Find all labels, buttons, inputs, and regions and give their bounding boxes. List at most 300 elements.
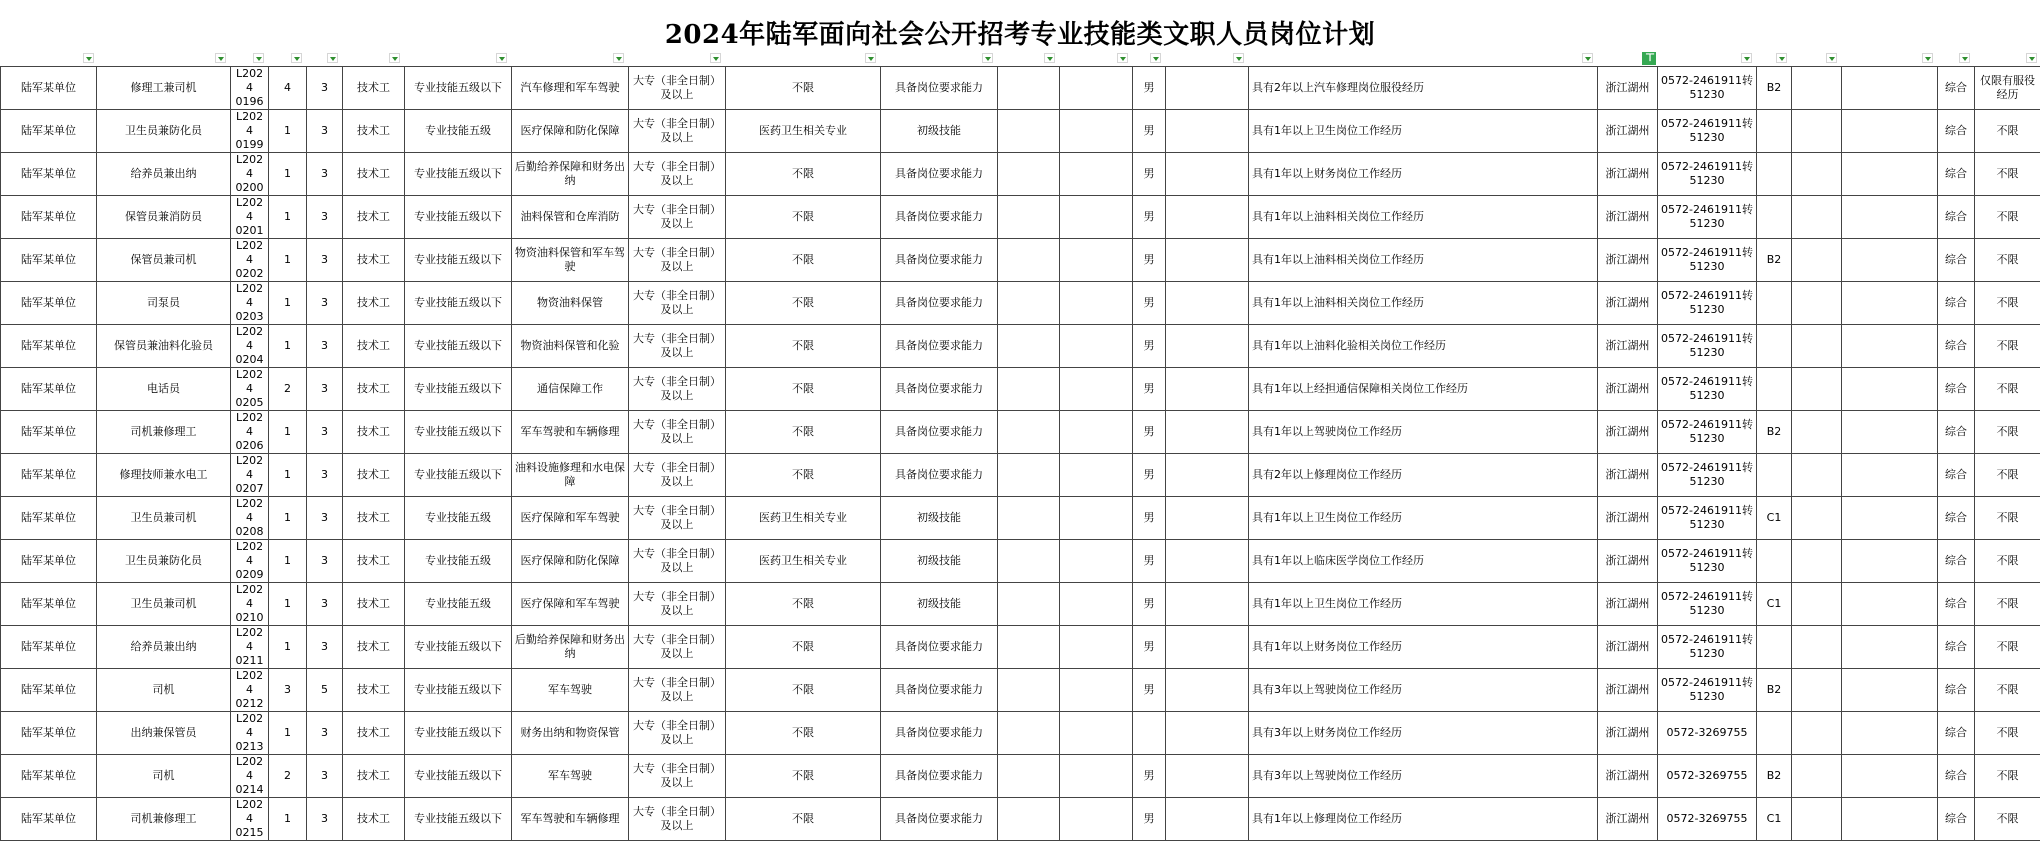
table-cell[interactable] bbox=[1166, 282, 1249, 325]
table-cell[interactable]: 不限 bbox=[726, 583, 881, 626]
table-cell[interactable]: 大专（非全日制）及以上 bbox=[629, 798, 726, 841]
table-cell[interactable]: 油料设施修理和水电保障 bbox=[512, 454, 629, 497]
table-cell[interactable]: C1 bbox=[1757, 583, 1792, 626]
table-cell[interactable] bbox=[1060, 669, 1133, 712]
table-cell[interactable]: 专业技能五级以下 bbox=[405, 411, 512, 454]
table-cell[interactable]: 浙江湖州 bbox=[1598, 196, 1658, 239]
table-cell[interactable]: B2 bbox=[1757, 67, 1792, 110]
table-cell[interactable]: 不限 bbox=[1975, 411, 2040, 454]
table-cell[interactable]: 技术工 bbox=[343, 110, 405, 153]
table-cell[interactable]: 男 bbox=[1133, 583, 1166, 626]
table-cell[interactable]: 不限 bbox=[726, 67, 881, 110]
table-cell[interactable]: 医疗保障和军车驾驶 bbox=[512, 497, 629, 540]
table-cell[interactable]: 3 bbox=[307, 712, 343, 755]
table-cell[interactable] bbox=[998, 540, 1060, 583]
table-cell[interactable]: 3 bbox=[307, 282, 343, 325]
table-cell[interactable] bbox=[998, 196, 1060, 239]
table-cell[interactable]: 1 bbox=[269, 411, 307, 454]
table-cell[interactable]: 1 bbox=[269, 110, 307, 153]
table-cell[interactable]: 陆军某单位 bbox=[1, 497, 97, 540]
table-cell[interactable]: 不限 bbox=[1975, 755, 2040, 798]
table-cell[interactable] bbox=[998, 153, 1060, 196]
table-cell[interactable]: 不限 bbox=[726, 325, 881, 368]
table-cell[interactable] bbox=[1842, 368, 1938, 411]
table-cell[interactable]: 0572-2461911转51230 bbox=[1658, 411, 1757, 454]
table-cell[interactable]: 陆军某单位 bbox=[1, 110, 97, 153]
table-cell[interactable]: 大专（非全日制）及以上 bbox=[629, 153, 726, 196]
table-cell[interactable]: 浙江湖州 bbox=[1598, 368, 1658, 411]
table-cell[interactable]: 专业技能五级以下 bbox=[405, 454, 512, 497]
table-cell[interactable]: 大专（非全日制）及以上 bbox=[629, 626, 726, 669]
table-cell[interactable]: 1 bbox=[269, 153, 307, 196]
table-cell[interactable]: 3 bbox=[307, 583, 343, 626]
table-cell[interactable] bbox=[1842, 798, 1938, 841]
table-cell[interactable]: 不限 bbox=[726, 368, 881, 411]
table-cell[interactable]: 1 bbox=[269, 454, 307, 497]
table-cell[interactable]: 具备岗位要求能力 bbox=[881, 454, 998, 497]
table-cell[interactable]: 男 bbox=[1133, 497, 1166, 540]
table-cell[interactable]: 0572-2461911转51230 bbox=[1658, 67, 1757, 110]
table-cell[interactable]: L2024 0207 bbox=[231, 454, 269, 497]
table-cell[interactable]: B2 bbox=[1757, 669, 1792, 712]
table-cell[interactable]: 技术工 bbox=[343, 196, 405, 239]
table-cell[interactable]: 男 bbox=[1133, 153, 1166, 196]
table-cell[interactable] bbox=[1166, 67, 1249, 110]
table-cell[interactable]: 浙江湖州 bbox=[1598, 712, 1658, 755]
table-cell[interactable]: 浙江湖州 bbox=[1598, 583, 1658, 626]
table-cell[interactable] bbox=[1842, 540, 1938, 583]
table-cell[interactable]: 浙江湖州 bbox=[1598, 239, 1658, 282]
table-cell[interactable] bbox=[998, 755, 1060, 798]
table-cell[interactable] bbox=[1060, 411, 1133, 454]
table-cell[interactable]: 物资油料保管 bbox=[512, 282, 629, 325]
table-cell[interactable]: 大专（非全日制）及以上 bbox=[629, 712, 726, 755]
table-cell[interactable]: 陆军某单位 bbox=[1, 712, 97, 755]
table-cell[interactable]: 司泵员 bbox=[97, 282, 231, 325]
table-cell[interactable] bbox=[1166, 669, 1249, 712]
table-cell[interactable] bbox=[1166, 239, 1249, 282]
table-cell[interactable]: 3 bbox=[307, 325, 343, 368]
table-cell[interactable]: L2024 0205 bbox=[231, 368, 269, 411]
table-cell[interactable]: 技术工 bbox=[343, 626, 405, 669]
table-cell[interactable]: 具有1年以上经担通信保障相关岗位工作经历 bbox=[1249, 368, 1598, 411]
table-cell[interactable] bbox=[1166, 368, 1249, 411]
table-cell[interactable]: 不限 bbox=[726, 153, 881, 196]
table-cell[interactable] bbox=[1166, 325, 1249, 368]
table-cell[interactable] bbox=[1757, 110, 1792, 153]
table-cell[interactable]: 综合 bbox=[1938, 798, 1975, 841]
table-cell[interactable]: 大专（非全日制）及以上 bbox=[629, 454, 726, 497]
table-cell[interactable] bbox=[1792, 583, 1842, 626]
filter-dropdown-icon[interactable] bbox=[1826, 53, 1837, 63]
table-cell[interactable]: 物资油料保管和军车驾驶 bbox=[512, 239, 629, 282]
table-cell[interactable]: 具有1年以上卫生岗位工作经历 bbox=[1249, 583, 1598, 626]
table-cell[interactable]: 陆军某单位 bbox=[1, 411, 97, 454]
table-cell[interactable]: 医药卫生相关专业 bbox=[726, 497, 881, 540]
table-cell[interactable]: 综合 bbox=[1938, 153, 1975, 196]
table-cell[interactable]: 大专（非全日制）及以上 bbox=[629, 669, 726, 712]
table-cell[interactable] bbox=[1757, 153, 1792, 196]
table-cell[interactable]: 3 bbox=[269, 669, 307, 712]
table-cell[interactable]: 综合 bbox=[1938, 67, 1975, 110]
table-cell[interactable] bbox=[1792, 798, 1842, 841]
table-cell[interactable]: 综合 bbox=[1938, 282, 1975, 325]
table-cell[interactable]: 具有2年以上汽车修理岗位服役经历 bbox=[1249, 67, 1598, 110]
table-cell[interactable] bbox=[1166, 196, 1249, 239]
filter-dropdown-icon[interactable] bbox=[327, 53, 338, 63]
table-cell[interactable] bbox=[1166, 411, 1249, 454]
filter-dropdown-icon[interactable] bbox=[253, 53, 264, 63]
table-cell[interactable]: 初级技能 bbox=[881, 497, 998, 540]
table-cell[interactable]: 具有3年以上财务岗位工作经历 bbox=[1249, 712, 1598, 755]
table-cell[interactable]: 不限 bbox=[726, 454, 881, 497]
table-cell[interactable]: 技术工 bbox=[343, 282, 405, 325]
table-cell[interactable]: 陆军某单位 bbox=[1, 67, 97, 110]
table-cell[interactable]: L2024 0202 bbox=[231, 239, 269, 282]
table-cell[interactable] bbox=[998, 368, 1060, 411]
table-cell[interactable]: 后勤给养保障和财务出纳 bbox=[512, 626, 629, 669]
table-cell[interactable]: 专业技能五级 bbox=[405, 497, 512, 540]
table-cell[interactable]: 男 bbox=[1133, 325, 1166, 368]
table-cell[interactable]: 技术工 bbox=[343, 540, 405, 583]
table-cell[interactable] bbox=[1792, 282, 1842, 325]
table-cell[interactable]: 不限 bbox=[726, 755, 881, 798]
table-cell[interactable] bbox=[998, 669, 1060, 712]
table-cell[interactable]: 后勤给养保障和财务出纳 bbox=[512, 153, 629, 196]
table-cell[interactable] bbox=[1792, 626, 1842, 669]
table-cell[interactable]: 0572-3269755 bbox=[1658, 755, 1757, 798]
table-cell[interactable]: 具备岗位要求能力 bbox=[881, 196, 998, 239]
table-cell[interactable] bbox=[1060, 583, 1133, 626]
table-cell[interactable]: L2024 0208 bbox=[231, 497, 269, 540]
table-cell[interactable]: 1 bbox=[269, 325, 307, 368]
table-cell[interactable]: 1 bbox=[269, 196, 307, 239]
table-cell[interactable] bbox=[1842, 239, 1938, 282]
table-cell[interactable]: 技术工 bbox=[343, 497, 405, 540]
table-cell[interactable]: 具备岗位要求能力 bbox=[881, 669, 998, 712]
table-cell[interactable]: 综合 bbox=[1938, 110, 1975, 153]
table-cell[interactable]: 具有1年以上卫生岗位工作经历 bbox=[1249, 497, 1598, 540]
table-cell[interactable]: 技术工 bbox=[343, 325, 405, 368]
table-cell[interactable]: 通信保障工作 bbox=[512, 368, 629, 411]
table-cell[interactable]: 0572-2461911转51230 bbox=[1658, 196, 1757, 239]
filter-dropdown-icon[interactable] bbox=[496, 53, 507, 63]
table-cell[interactable]: 0572-2461911转51230 bbox=[1658, 110, 1757, 153]
table-cell[interactable]: 大专（非全日制）及以上 bbox=[629, 282, 726, 325]
table-cell[interactable]: 不限 bbox=[726, 669, 881, 712]
table-cell[interactable]: 财务出纳和物资保管 bbox=[512, 712, 629, 755]
table-cell[interactable]: 2 bbox=[269, 368, 307, 411]
table-cell[interactable]: 具备岗位要求能力 bbox=[881, 626, 998, 669]
table-cell[interactable]: B2 bbox=[1757, 239, 1792, 282]
filter-dropdown-icon[interactable] bbox=[865, 53, 876, 63]
table-cell[interactable]: L2024 0210 bbox=[231, 583, 269, 626]
table-cell[interactable]: 1 bbox=[269, 626, 307, 669]
table-cell[interactable]: L2024 0204 bbox=[231, 325, 269, 368]
table-cell[interactable]: 具有1年以上临床医学岗位工作经历 bbox=[1249, 540, 1598, 583]
table-cell[interactable]: 专业技能五级以下 bbox=[405, 669, 512, 712]
table-cell[interactable]: L2024 0214 bbox=[231, 755, 269, 798]
table-cell[interactable]: 不限 bbox=[1975, 153, 2040, 196]
table-cell[interactable]: 不限 bbox=[1975, 282, 2040, 325]
table-cell[interactable] bbox=[1792, 196, 1842, 239]
table-cell[interactable] bbox=[998, 583, 1060, 626]
table-cell[interactable]: 技术工 bbox=[343, 153, 405, 196]
table-cell[interactable] bbox=[1792, 239, 1842, 282]
table-cell[interactable]: 男 bbox=[1133, 110, 1166, 153]
table-cell[interactable] bbox=[998, 712, 1060, 755]
table-cell[interactable] bbox=[1757, 454, 1792, 497]
table-cell[interactable]: 不限 bbox=[1975, 583, 2040, 626]
table-cell[interactable]: 浙江湖州 bbox=[1598, 454, 1658, 497]
table-cell[interactable]: 大专（非全日制）及以上 bbox=[629, 325, 726, 368]
table-cell[interactable] bbox=[1842, 325, 1938, 368]
table-cell[interactable]: 不限 bbox=[1975, 196, 2040, 239]
table-cell[interactable]: 综合 bbox=[1938, 454, 1975, 497]
table-cell[interactable]: 修理工兼司机 bbox=[97, 67, 231, 110]
table-cell[interactable]: 专业技能五级以下 bbox=[405, 325, 512, 368]
table-cell[interactable] bbox=[1757, 196, 1792, 239]
table-cell[interactable]: 不限 bbox=[1975, 110, 2040, 153]
table-cell[interactable]: 军车驾驶和车辆修理 bbox=[512, 798, 629, 841]
table-cell[interactable]: 男 bbox=[1133, 798, 1166, 841]
table-cell[interactable]: 技术工 bbox=[343, 755, 405, 798]
table-cell[interactable]: 物资油料保管和化验 bbox=[512, 325, 629, 368]
table-cell[interactable]: 保管员兼油料化验员 bbox=[97, 325, 231, 368]
filter-dropdown-icon[interactable] bbox=[83, 53, 94, 63]
table-cell[interactable]: 男 bbox=[1133, 239, 1166, 282]
table-cell[interactable] bbox=[1757, 626, 1792, 669]
table-cell[interactable] bbox=[1060, 67, 1133, 110]
table-cell[interactable]: 油料保管和仓库消防 bbox=[512, 196, 629, 239]
table-cell[interactable] bbox=[1060, 239, 1133, 282]
table-cell[interactable]: 具备岗位要求能力 bbox=[881, 755, 998, 798]
table-cell[interactable]: 1 bbox=[269, 798, 307, 841]
table-cell[interactable]: 具备岗位要求能力 bbox=[881, 798, 998, 841]
table-cell[interactable]: L2024 0201 bbox=[231, 196, 269, 239]
filter-dropdown-icon[interactable] bbox=[1117, 53, 1128, 63]
table-cell[interactable]: 具有1年以上油料相关岗位工作经历 bbox=[1249, 282, 1598, 325]
table-cell[interactable] bbox=[1842, 282, 1938, 325]
table-cell[interactable] bbox=[1166, 540, 1249, 583]
table-cell[interactable]: 具备岗位要求能力 bbox=[881, 411, 998, 454]
filter-dropdown-icon[interactable] bbox=[291, 53, 302, 63]
table-cell[interactable]: 军车驾驶 bbox=[512, 669, 629, 712]
table-cell[interactable] bbox=[998, 239, 1060, 282]
table-cell[interactable] bbox=[1842, 454, 1938, 497]
table-cell[interactable]: 0572-2461911转51230 bbox=[1658, 153, 1757, 196]
filter-dropdown-icon[interactable] bbox=[1922, 53, 1933, 63]
table-cell[interactable]: 具备岗位要求能力 bbox=[881, 325, 998, 368]
table-cell[interactable]: 不限 bbox=[1975, 454, 2040, 497]
table-cell[interactable]: 陆军某单位 bbox=[1, 239, 97, 282]
table-cell[interactable]: 陆军某单位 bbox=[1, 626, 97, 669]
filter-dropdown-icon[interactable] bbox=[982, 53, 993, 63]
table-cell[interactable] bbox=[1060, 282, 1133, 325]
table-cell[interactable]: 技术工 bbox=[343, 411, 405, 454]
table-cell[interactable]: 3 bbox=[307, 196, 343, 239]
table-cell[interactable] bbox=[1792, 454, 1842, 497]
table-cell[interactable] bbox=[1757, 282, 1792, 325]
table-cell[interactable]: 专业技能五级以下 bbox=[405, 282, 512, 325]
table-cell[interactable]: L2024 0206 bbox=[231, 411, 269, 454]
table-cell[interactable]: C1 bbox=[1757, 798, 1792, 841]
table-cell[interactable]: L2024 0211 bbox=[231, 626, 269, 669]
table-cell[interactable]: 3 bbox=[307, 110, 343, 153]
table-cell[interactable]: 具有1年以上财务岗位工作经历 bbox=[1249, 626, 1598, 669]
table-cell[interactable]: 3 bbox=[307, 540, 343, 583]
table-cell[interactable]: 具备岗位要求能力 bbox=[881, 239, 998, 282]
table-cell[interactable]: 陆军某单位 bbox=[1, 368, 97, 411]
table-cell[interactable] bbox=[1166, 497, 1249, 540]
table-cell[interactable] bbox=[1842, 196, 1938, 239]
table-cell[interactable]: 专业技能五级以下 bbox=[405, 239, 512, 282]
table-cell[interactable] bbox=[1842, 755, 1938, 798]
table-cell[interactable]: 1 bbox=[269, 497, 307, 540]
table-cell[interactable] bbox=[1060, 755, 1133, 798]
table-cell[interactable] bbox=[998, 411, 1060, 454]
filter-dropdown-icon[interactable] bbox=[613, 53, 624, 63]
table-cell[interactable]: 具有1年以上油料相关岗位工作经历 bbox=[1249, 196, 1598, 239]
table-cell[interactable]: 技术工 bbox=[343, 712, 405, 755]
table-cell[interactable] bbox=[1757, 368, 1792, 411]
table-cell[interactable]: 男 bbox=[1133, 411, 1166, 454]
table-cell[interactable] bbox=[1133, 712, 1166, 755]
table-cell[interactable]: 专业技能五级 bbox=[405, 583, 512, 626]
table-cell[interactable]: 司机 bbox=[97, 669, 231, 712]
table-cell[interactable]: L2024 0215 bbox=[231, 798, 269, 841]
table-cell[interactable]: 初级技能 bbox=[881, 540, 998, 583]
table-cell[interactable]: 具有1年以上财务岗位工作经历 bbox=[1249, 153, 1598, 196]
table-cell[interactable]: 具有2年以上修理岗位工作经历 bbox=[1249, 454, 1598, 497]
table-cell[interactable]: 医疗保障和防化保障 bbox=[512, 540, 629, 583]
table-cell[interactable]: 专业技能五级以下 bbox=[405, 712, 512, 755]
table-cell[interactable]: 专业技能五级以下 bbox=[405, 798, 512, 841]
table-cell[interactable] bbox=[1842, 497, 1938, 540]
table-cell[interactable]: 卫生员兼防化员 bbox=[97, 540, 231, 583]
table-cell[interactable] bbox=[1060, 626, 1133, 669]
table-cell[interactable]: 0572-2461911转51230 bbox=[1658, 540, 1757, 583]
table-cell[interactable]: 具有3年以上驾驶岗位工作经历 bbox=[1249, 669, 1598, 712]
table-cell[interactable] bbox=[1792, 110, 1842, 153]
table-cell[interactable]: 专业技能五级以下 bbox=[405, 67, 512, 110]
table-cell[interactable]: 给养员兼出纳 bbox=[97, 626, 231, 669]
table-cell[interactable]: 综合 bbox=[1938, 325, 1975, 368]
table-cell[interactable]: 5 bbox=[307, 669, 343, 712]
table-cell[interactable]: 男 bbox=[1133, 755, 1166, 798]
table-cell[interactable]: 3 bbox=[307, 755, 343, 798]
filter-dropdown-icon[interactable] bbox=[215, 53, 226, 63]
table-cell[interactable]: 男 bbox=[1133, 669, 1166, 712]
table-cell[interactable]: 陆军某单位 bbox=[1, 583, 97, 626]
table-cell[interactable]: 电话员 bbox=[97, 368, 231, 411]
table-cell[interactable]: 综合 bbox=[1938, 540, 1975, 583]
table-cell[interactable] bbox=[998, 626, 1060, 669]
table-cell[interactable]: 不限 bbox=[1975, 497, 2040, 540]
table-cell[interactable]: 浙江湖州 bbox=[1598, 67, 1658, 110]
table-cell[interactable] bbox=[998, 454, 1060, 497]
filter-dropdown-icon[interactable] bbox=[1150, 53, 1161, 63]
table-cell[interactable]: 浙江湖州 bbox=[1598, 411, 1658, 454]
table-cell[interactable] bbox=[1060, 454, 1133, 497]
table-cell[interactable]: 综合 bbox=[1938, 497, 1975, 540]
filter-dropdown-icon[interactable] bbox=[1741, 53, 1752, 63]
table-cell[interactable]: 具备岗位要求能力 bbox=[881, 368, 998, 411]
table-cell[interactable]: 司机 bbox=[97, 755, 231, 798]
table-cell[interactable]: 3 bbox=[307, 411, 343, 454]
table-cell[interactable]: L2024 0196 bbox=[231, 67, 269, 110]
table-cell[interactable]: 1 bbox=[269, 712, 307, 755]
table-cell[interactable]: 具备岗位要求能力 bbox=[881, 67, 998, 110]
table-cell[interactable] bbox=[1757, 712, 1792, 755]
table-cell[interactable]: 大专（非全日制）及以上 bbox=[629, 67, 726, 110]
table-cell[interactable]: 不限 bbox=[726, 411, 881, 454]
table-cell[interactable]: 1 bbox=[269, 540, 307, 583]
table-cell[interactable]: 男 bbox=[1133, 67, 1166, 110]
table-cell[interactable]: 陆军某单位 bbox=[1, 755, 97, 798]
table-cell[interactable]: 技术工 bbox=[343, 239, 405, 282]
table-cell[interactable] bbox=[1842, 626, 1938, 669]
table-cell[interactable]: 1 bbox=[269, 239, 307, 282]
table-cell[interactable]: 陆军某单位 bbox=[1, 798, 97, 841]
table-cell[interactable]: C1 bbox=[1757, 497, 1792, 540]
table-cell[interactable]: 男 bbox=[1133, 540, 1166, 583]
table-cell[interactable]: 3 bbox=[307, 368, 343, 411]
table-cell[interactable]: 3 bbox=[307, 497, 343, 540]
table-cell[interactable]: 浙江湖州 bbox=[1598, 282, 1658, 325]
table-cell[interactable]: 0572-3269755 bbox=[1658, 712, 1757, 755]
table-cell[interactable] bbox=[1842, 712, 1938, 755]
table-cell[interactable]: 不限 bbox=[726, 239, 881, 282]
table-cell[interactable] bbox=[1792, 755, 1842, 798]
table-cell[interactable] bbox=[1060, 540, 1133, 583]
table-cell[interactable]: 技术工 bbox=[343, 669, 405, 712]
table-cell[interactable] bbox=[1060, 798, 1133, 841]
table-cell[interactable]: 综合 bbox=[1938, 239, 1975, 282]
table-cell[interactable] bbox=[1792, 712, 1842, 755]
table-cell[interactable]: 具有1年以上卫生岗位工作经历 bbox=[1249, 110, 1598, 153]
table-cell[interactable]: 司机兼修理工 bbox=[97, 798, 231, 841]
table-cell[interactable]: 军车驾驶和车辆修理 bbox=[512, 411, 629, 454]
table-cell[interactable]: 3 bbox=[307, 239, 343, 282]
table-cell[interactable]: 专业技能五级以下 bbox=[405, 368, 512, 411]
table-cell[interactable]: 出纳兼保管员 bbox=[97, 712, 231, 755]
table-cell[interactable]: 浙江湖州 bbox=[1598, 497, 1658, 540]
table-cell[interactable]: 技术工 bbox=[343, 798, 405, 841]
table-cell[interactable]: 综合 bbox=[1938, 669, 1975, 712]
table-cell[interactable] bbox=[1757, 540, 1792, 583]
table-cell[interactable]: 技术工 bbox=[343, 368, 405, 411]
table-cell[interactable]: 初级技能 bbox=[881, 110, 998, 153]
table-cell[interactable]: 0572-2461911转51230 bbox=[1658, 454, 1757, 497]
table-cell[interactable]: 综合 bbox=[1938, 411, 1975, 454]
table-cell[interactable] bbox=[998, 798, 1060, 841]
table-cell[interactable]: L2024 0213 bbox=[231, 712, 269, 755]
table-cell[interactable]: 陆军某单位 bbox=[1, 282, 97, 325]
table-cell[interactable]: 男 bbox=[1133, 196, 1166, 239]
table-cell[interactable] bbox=[1792, 669, 1842, 712]
table-cell[interactable]: 浙江湖州 bbox=[1598, 626, 1658, 669]
table-cell[interactable]: 医药卫生相关专业 bbox=[726, 110, 881, 153]
table-cell[interactable]: 不限 bbox=[726, 798, 881, 841]
table-cell[interactable]: 3 bbox=[307, 67, 343, 110]
table-cell[interactable]: 专业技能五级 bbox=[405, 110, 512, 153]
table-cell[interactable]: 不限 bbox=[1975, 626, 2040, 669]
filter-dropdown-icon[interactable] bbox=[1044, 53, 1055, 63]
table-cell[interactable]: 浙江湖州 bbox=[1598, 669, 1658, 712]
table-cell[interactable]: 不限 bbox=[1975, 239, 2040, 282]
table-cell[interactable] bbox=[1166, 454, 1249, 497]
